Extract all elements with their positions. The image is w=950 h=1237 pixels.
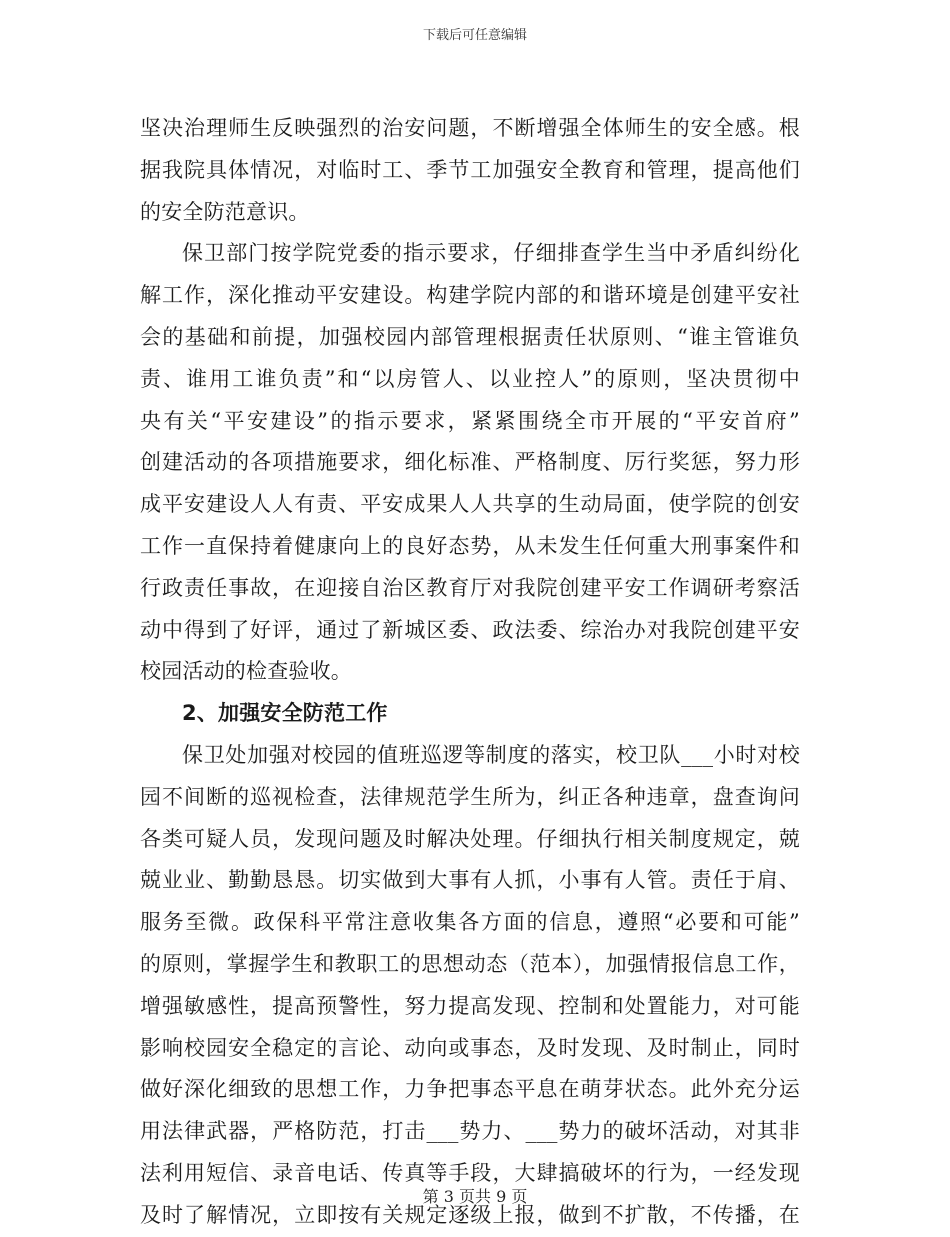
text-line: 的原则，掌握学生和教职工的思想动态（范本），加强情报信息工作，: [140, 951, 800, 976]
document-body: [140, 108, 800, 1237]
text-line: 的安全防范意识。: [140, 199, 310, 224]
text-line: 保卫处加强对校园的值班巡逻等制度的落实，校卫队___小时对校: [182, 742, 800, 767]
text-line: 动中得到了好评，通过了新城区委、政法委、综治办对我院创建平安: [140, 617, 800, 642]
text-line: 各类可疑人员，发现问题及时解决处理。仔细执行相关制度规定，兢: [140, 826, 800, 851]
text-line: 解工作，深化推动平安建设。构建学院内部的和谐环境是创建平安社: [140, 283, 800, 308]
text-line: 坚决治理师生反映强烈的治安问题，不断增强全体师生的安全感。根: [140, 116, 800, 140]
page-number: 第 3 页共 9 页: [422, 1187, 528, 1206]
text-line: 兢业业、勤勤恳恳。切实做到大事有人抓，小事有人管。责任于肩、: [140, 868, 800, 893]
text-line: 服务至微。政保科平常注意收集各方面的信息，遵照“必要和可能”: [140, 910, 800, 935]
text-line: 及时了解情况，立即按有关规定逐级上报，做到不扩散，不传播，在: [140, 1202, 800, 1227]
text-line: 责、谁用工谁负责”和“以房管人、以业控人”的原则，坚决贯彻中: [140, 366, 800, 391]
text-line: 创建活动的各项措施要求，细化标准、严格制度、厉行奖惩，努力形: [140, 450, 800, 475]
text-line: 用法律武器，严格防范，打击___势力、___势力的破坏活动，对其非: [140, 1119, 800, 1144]
page-header-note: 下载后可任意编辑: [422, 28, 527, 43]
text-line: 影响校园安全稳定的言论、动向或事态，及时发现、及时制止，同时: [140, 1035, 800, 1060]
text-line: 行政责任事故，在迎接自治区教育厅对我院创建平安工作调研考察活: [140, 575, 800, 600]
text-line: 工作一直保持着健康向上的良好态势，从未发生任何重大刑事案件和: [140, 533, 800, 558]
text-line: 做好深化细致的思想工作，力争把事态平息在萌芽状态。此外充分运: [140, 1077, 800, 1102]
text-line: 会的基础和前提，加强校园内部管理根据责任状原则、“谁主管谁负: [140, 324, 800, 349]
text-line: 园不间断的巡视检查，法律规范学生所为，纠正各种违章，盘查询问: [140, 784, 800, 809]
text-line: 央有关“平安建设”的指示要求，紧紧围绕全市开展的“平安首府”: [140, 408, 800, 433]
section-heading: 2、加强安全防范工作: [182, 701, 388, 726]
text-line: 保卫部门按学院党委的指示要求，仔细排查学生当中矛盾纠纷化: [182, 241, 800, 266]
text-line: 法利用短信、录音电话、传真等手段，大肆搞破坏的行为，一经发现: [140, 1160, 800, 1185]
text-line: 校园活动的检查验收。: [140, 659, 352, 684]
text-line: 增强敏感性，提高预警性，努力提高发现、控制和处置能力，对可能: [140, 993, 800, 1018]
text-line: 据我院具体情况，对临时工、季节工加强安全教育和管理，提高他们: [140, 157, 800, 182]
text-line: 成平安建设人人有责、平安成果人人共享的生动局面，使学院的创安: [140, 492, 800, 517]
